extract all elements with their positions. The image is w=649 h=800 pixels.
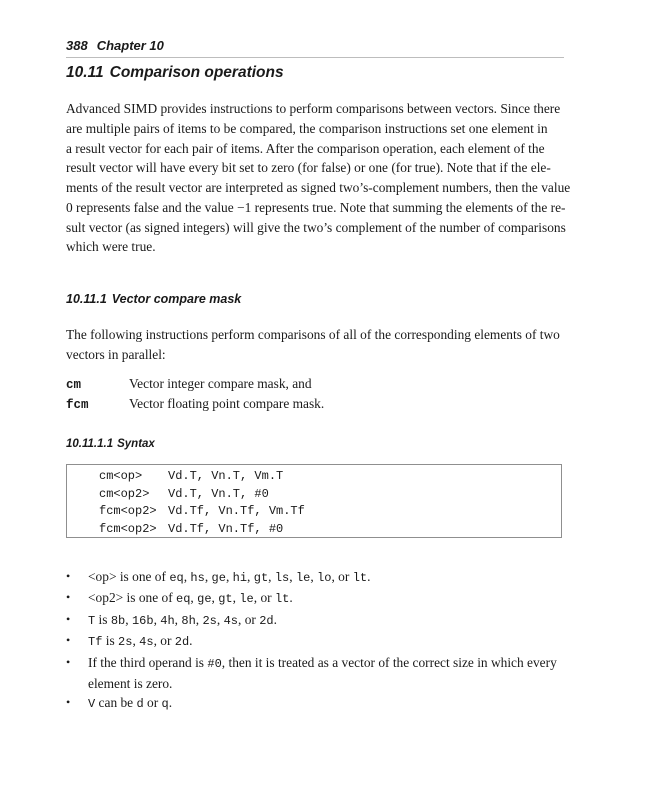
note-text: can be (95, 695, 137, 711)
code-token: le (295, 571, 311, 585)
page-number: 388 (66, 38, 88, 53)
subsection-title (66, 291, 241, 307)
note-text: , or (253, 590, 275, 606)
note-text: , (225, 569, 233, 584)
list-item (66, 588, 566, 609)
list-item (66, 610, 566, 631)
note-text: , (216, 611, 224, 627)
instruction-mnemonic: fcm (66, 398, 89, 412)
syntax-row (99, 503, 305, 521)
note-text: . (189, 633, 193, 649)
code-token: eq (176, 592, 191, 607)
code-token: 2s (118, 635, 133, 650)
instruction-entry (66, 394, 566, 414)
syntax-mnemonic: cm<op2> (99, 486, 150, 501)
note-text: . (168, 695, 173, 711)
instruction-description: Vector floating point compare mask. (129, 396, 325, 411)
note-text: , (268, 569, 275, 584)
syntax-notes-list (66, 567, 566, 715)
list-item (66, 653, 566, 694)
list-item (66, 693, 566, 714)
instruction-description: Vector integer compare mask, and (129, 376, 312, 391)
paragraph-line: result vector will have every bit set to zero (for false) or one (for true). Note that if the ele- (66, 160, 551, 176)
syntax-mnemonic: fcm<op2> (99, 521, 157, 536)
syntax-operands: Vd.T, Vn.T, #0 (168, 486, 269, 501)
paragraph-line: which were true. (66, 239, 156, 255)
syntax-operands: Vd.T, Vn.T, Vm.T (168, 469, 284, 483)
paragraph-line: sult vector (as signed integers) will give the two’s complement of the number of comparisons (66, 219, 566, 235)
code-token: lo (317, 571, 332, 585)
note-text: If the third operand is (88, 654, 208, 670)
code-token: 8b (110, 613, 126, 628)
subsection-title-text: Vector compare mask (111, 292, 242, 306)
code-token: le (239, 592, 254, 607)
bullet-icon: • (66, 633, 71, 648)
syntax-box (66, 464, 562, 538)
note-text: element is zero. (88, 676, 173, 692)
subsection-paragraph (66, 325, 566, 365)
note-text: , (174, 611, 182, 627)
code-token: ge (197, 592, 212, 607)
code-token: lt (274, 592, 290, 607)
bullet-icon: • (66, 590, 71, 605)
list-item (66, 567, 566, 588)
syntax-row (99, 486, 305, 504)
code-token: gt (218, 592, 233, 607)
note-text: , or (331, 569, 353, 584)
syntax-mnemonic: fcm<op2> (99, 504, 157, 519)
note-text: . (367, 569, 371, 584)
note-text: , (125, 611, 132, 627)
bullet-icon: • (66, 611, 71, 626)
code-token: 8h (181, 613, 196, 628)
note-text: <op> is one of (88, 569, 170, 584)
note-text: , (132, 633, 140, 649)
syntax-operands: Vd.Tf, Vn.Tf, #0 (168, 521, 284, 536)
section-title (66, 63, 284, 83)
code-token: lt (352, 571, 368, 585)
code-token: hs (190, 571, 205, 585)
code-token: ls (274, 571, 290, 585)
note-text: , (153, 611, 161, 627)
code-token: eq (169, 571, 184, 585)
note-text: , (211, 590, 219, 606)
subsubsection-title-text: Syntax (117, 438, 155, 450)
instruction-entry (66, 374, 566, 394)
code-token: #0 (207, 656, 222, 671)
code-token: V (88, 697, 96, 712)
syntax-mnemonic: cm<op> (99, 469, 143, 483)
note-text: is (102, 633, 119, 649)
paragraph-line: are multiple pairs of items to be compared, the comparison instructions set one element in (66, 120, 548, 136)
paragraph-line: vectors in parallel: (66, 346, 166, 362)
paragraph-line: 0 represents false and the value −1 represents true. Note that summing the elements of the re- (66, 199, 566, 215)
note-text: is (95, 611, 111, 627)
note-text: , (232, 590, 240, 606)
note-text: , (247, 569, 254, 584)
code-token: 2d (259, 613, 274, 628)
note-text: , (289, 569, 296, 584)
syntax-operands: Vd.Tf, Vn.Tf, Vm.Tf (168, 504, 305, 519)
note-text: <op2> is one of (88, 590, 177, 606)
code-token: 4s (223, 613, 238, 628)
section-number: 10.11 (66, 64, 104, 81)
code-token: d (136, 697, 144, 712)
instruction-mnemonic: cm (66, 378, 82, 392)
note-text: , then it is treated as a vector of the correct size in which every (221, 654, 557, 670)
code-token: gt (253, 571, 269, 585)
note-text: , or (238, 611, 260, 627)
syntax-rows (99, 468, 305, 538)
note-text: , (190, 590, 198, 606)
subsection-number: 10.11.1 (66, 292, 107, 306)
instruction-list (66, 374, 566, 414)
code-token: Tf (88, 635, 103, 650)
code-token: 4h (160, 613, 175, 628)
paragraph-line: a result vector for each pair of items. After the comparison operation, each element of the (66, 140, 545, 156)
note-text: , (310, 569, 318, 584)
chapter-label: Chapter 10 (96, 38, 164, 53)
paragraph-line: ments of the result vector are interpreted as signed two’s-complement numbers, then the value (66, 180, 571, 195)
note-text: . (289, 590, 293, 606)
note-text: . (273, 611, 277, 627)
bullet-icon: • (66, 695, 71, 710)
intro-paragraph (66, 99, 571, 257)
code-token: 4s (139, 635, 154, 650)
note-text: , or (153, 633, 175, 649)
code-token: hi (232, 571, 248, 585)
bullet-icon: • (66, 654, 71, 669)
paragraph-line: The following instructions perform comparisons of all of the corresponding elements of two (66, 327, 560, 342)
code-token: 2d (174, 635, 190, 650)
code-token: T (88, 613, 96, 628)
section-title-text: Comparison operations (109, 64, 284, 81)
code-token: 2s (202, 613, 217, 628)
note-text: , (204, 569, 212, 584)
code-token: ge (211, 571, 226, 585)
note-text: , (183, 569, 191, 584)
paragraph-line: Advanced SIMD provides instructions to perform comparisons between vectors. Since there (66, 101, 561, 116)
subsubsection-number: 10.11.1.1 (66, 438, 114, 450)
syntax-row (99, 521, 305, 539)
syntax-heading (66, 436, 155, 452)
list-item (66, 631, 566, 652)
bullet-icon: • (66, 569, 71, 583)
code-token: 16b (131, 613, 154, 628)
running-head (66, 37, 564, 58)
code-token: q (161, 697, 169, 712)
note-text: or (143, 695, 162, 711)
syntax-row (99, 468, 305, 486)
note-text: , (195, 611, 203, 627)
